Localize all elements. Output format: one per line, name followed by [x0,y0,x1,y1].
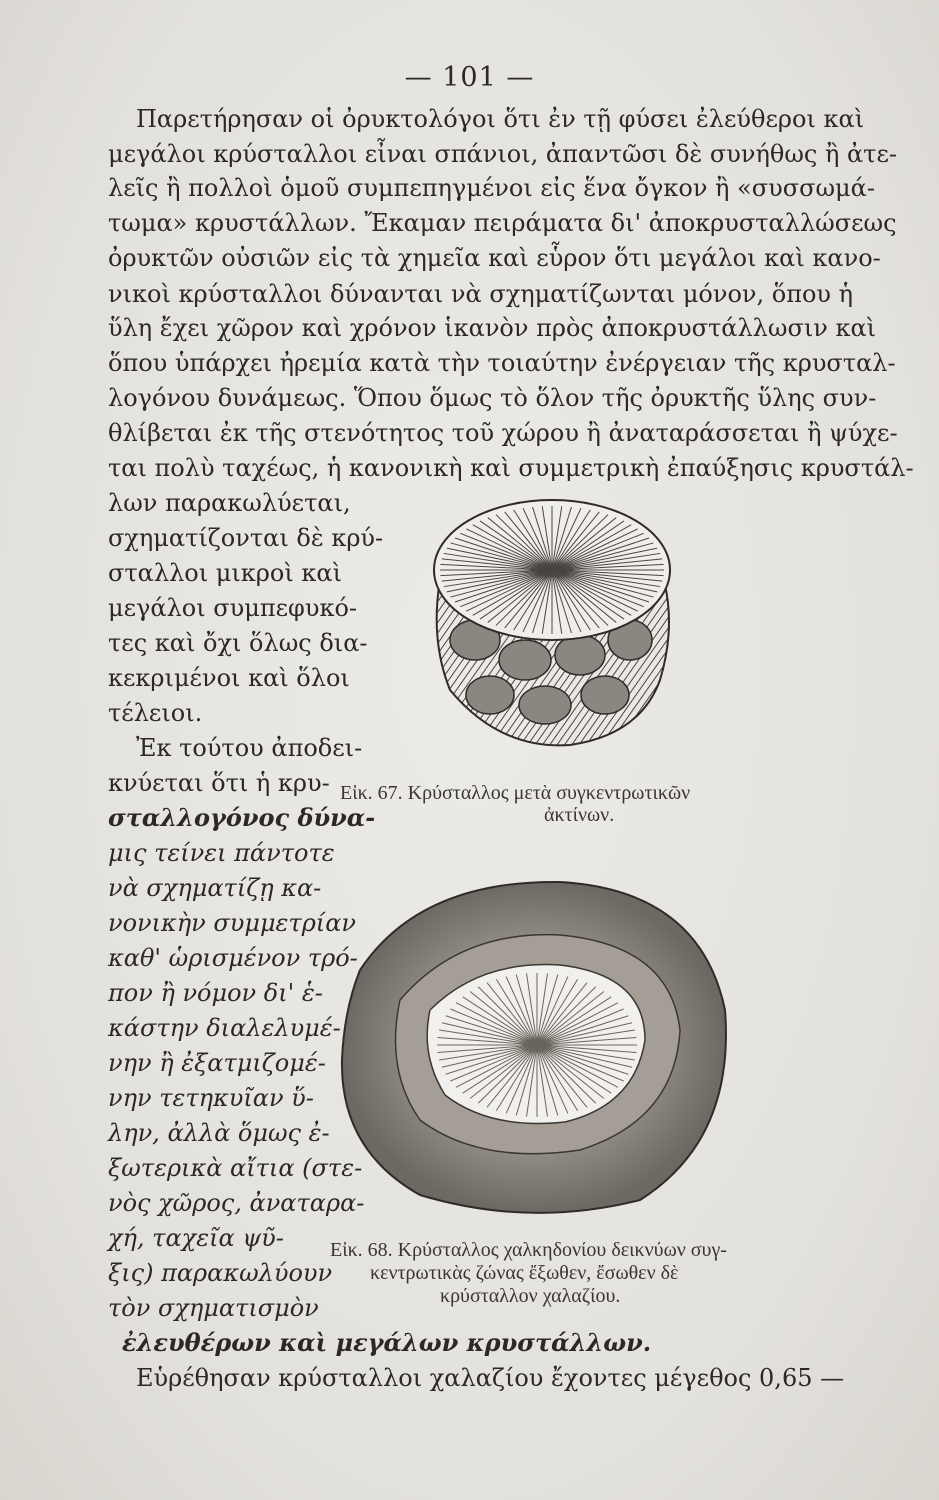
narrow-line: Ἐκ τούτου ἀποδει- [136,734,363,762]
narrow-line: νὸς χῶρος, ἀναταρα- [108,1189,365,1217]
body-line: λεῖς ἢ πολλοὶ ὁμοῦ συμπεπηγμένοι εἰς ἕνα ὄγκον ἢ «συσσωμά- [108,174,875,202]
page-number: — 101 — [404,62,535,93]
narrow-line: μεγάλοι συμπεφυκό- [108,594,358,622]
narrow-line: χή, ταχεῖα ψῦ- [108,1224,284,1252]
body-line: ἐλευθέρων καὶ μεγάλων κρυστάλλων. [122,1328,652,1357]
body-line: Εὑρέθησαν κρύσταλλοι χαλαζίου ἔχοντες μέγεθος 0,65 — [136,1364,845,1392]
narrow-line: πον ἢ νόμον δι' ἑ- [108,979,323,1007]
narrow-line: ξις) παρακωλύουν [108,1259,333,1287]
narrow-line: νὰ σχηματίζῃ κα- [108,874,322,902]
narrow-line: τὸν σχηματισμὸν [108,1294,319,1322]
body-line: λογόνου δυνάμεως. Ὅπου ὅμως τὸ ὅλον τῆς ὀρυκτῆς ὕλης συν- [108,384,877,412]
body-line: νικοὶ κρύσταλλοι δύνανται νὰ σχηματίζωνται μόνον, ὅπου ἡ [108,280,854,308]
narrow-line: κνύεται ὅτι ἡ κρυ- [108,769,330,797]
narrow-line: σχηματίζονται δὲ κρύ- [108,524,384,552]
narrow-line: κάστην διαλελυμέ- [108,1014,341,1042]
narrow-line: νην ἢ ἐξατμιζομέ- [108,1049,326,1077]
narrow-line: σταλλοι μικροὶ καὶ [108,559,342,587]
body-line: θλίβεται ἐκ τῆς στενότητος τοῦ χώρου ἢ ἀναταράσσεται ἢ ψύχε- [108,419,898,447]
body-line: ὕλη ἔχει χῶρον καὶ χρόνον ἱκανὸν πρὸς ἀποκρυστάλλωσιν καὶ [108,314,877,342]
body-line: ται πολὺ ταχέως, ἡ κανονικὴ καὶ συμμετρικὴ ἐπαύξησις κρυστάλ- [108,454,914,482]
figure-caption: Εἰκ. 67. Κρύσταλλος μετὰ συγκεντρωτικῶν [340,782,691,804]
figure-caption: Εἰκ. 68. Κρύσταλλος χαλκηδονίου δεικνύων συγ- [330,1239,727,1261]
narrow-line: σταλλογόνος δύνα- [108,803,376,832]
body-line: μεγάλοι κρύσταλλοι εἶναι σπάνιοι, ἀπαντῶσι δὲ συνήθως ἢ ἀτε- [108,140,897,168]
figure-caption: κεντρωτικὰς ζώνας ἔξωθεν, ἔσωθεν δὲ [370,1262,679,1284]
narrow-line: κεκριμένοι καὶ ὅλοι [108,664,350,692]
body-line: τωμα» κρυστάλλων. Ἔκαμαν πειράματα δι' ἀποκρυσταλλώσεως [108,209,897,237]
narrow-line: λην, ἀλλὰ ὅμως ἐ- [108,1119,330,1147]
figure-caption: κρύσταλλον χαλαζίου. [440,1285,621,1307]
narrow-line: τες καὶ ὄχι ὅλως δια- [108,629,368,657]
body-line: Παρετήρησαν οἱ ὀρυκτολόγοι ὅτι ἐν τῇ φύσει ἐλεύθεροι καὶ [136,105,865,133]
body-line: ὅπου ὑπάρχει ἠρεμία κατὰ τὴν τοιαύτην ἐνέργειαν τῆς κρυσταλ- [108,349,896,377]
narrow-line: λων παρακωλύεται, [108,489,351,517]
chalcedony-nodule-illustration [330,860,740,1225]
crystal-radial-illustration [420,490,680,760]
narrow-line: καθ' ὡρισμένον τρό- [108,944,358,972]
narrow-line: τέλειοι. [108,699,203,727]
narrow-line: νονικὴν συμμετρίαν [108,909,357,937]
narrow-line: μις τείνει πάντοτε [108,839,335,867]
narrow-line: νην τετηκυῖαν ὕ- [108,1084,314,1112]
figure-caption: ἀκτίνων. [544,804,615,826]
narrow-line: ξωτερικὰ αἴτια (στε- [108,1154,363,1182]
body-line: ὀρυκτῶν οὐσιῶν εἰς τὰ χημεῖα καὶ εὗρον ὅτι μεγάλοι καὶ κανο- [108,244,881,272]
